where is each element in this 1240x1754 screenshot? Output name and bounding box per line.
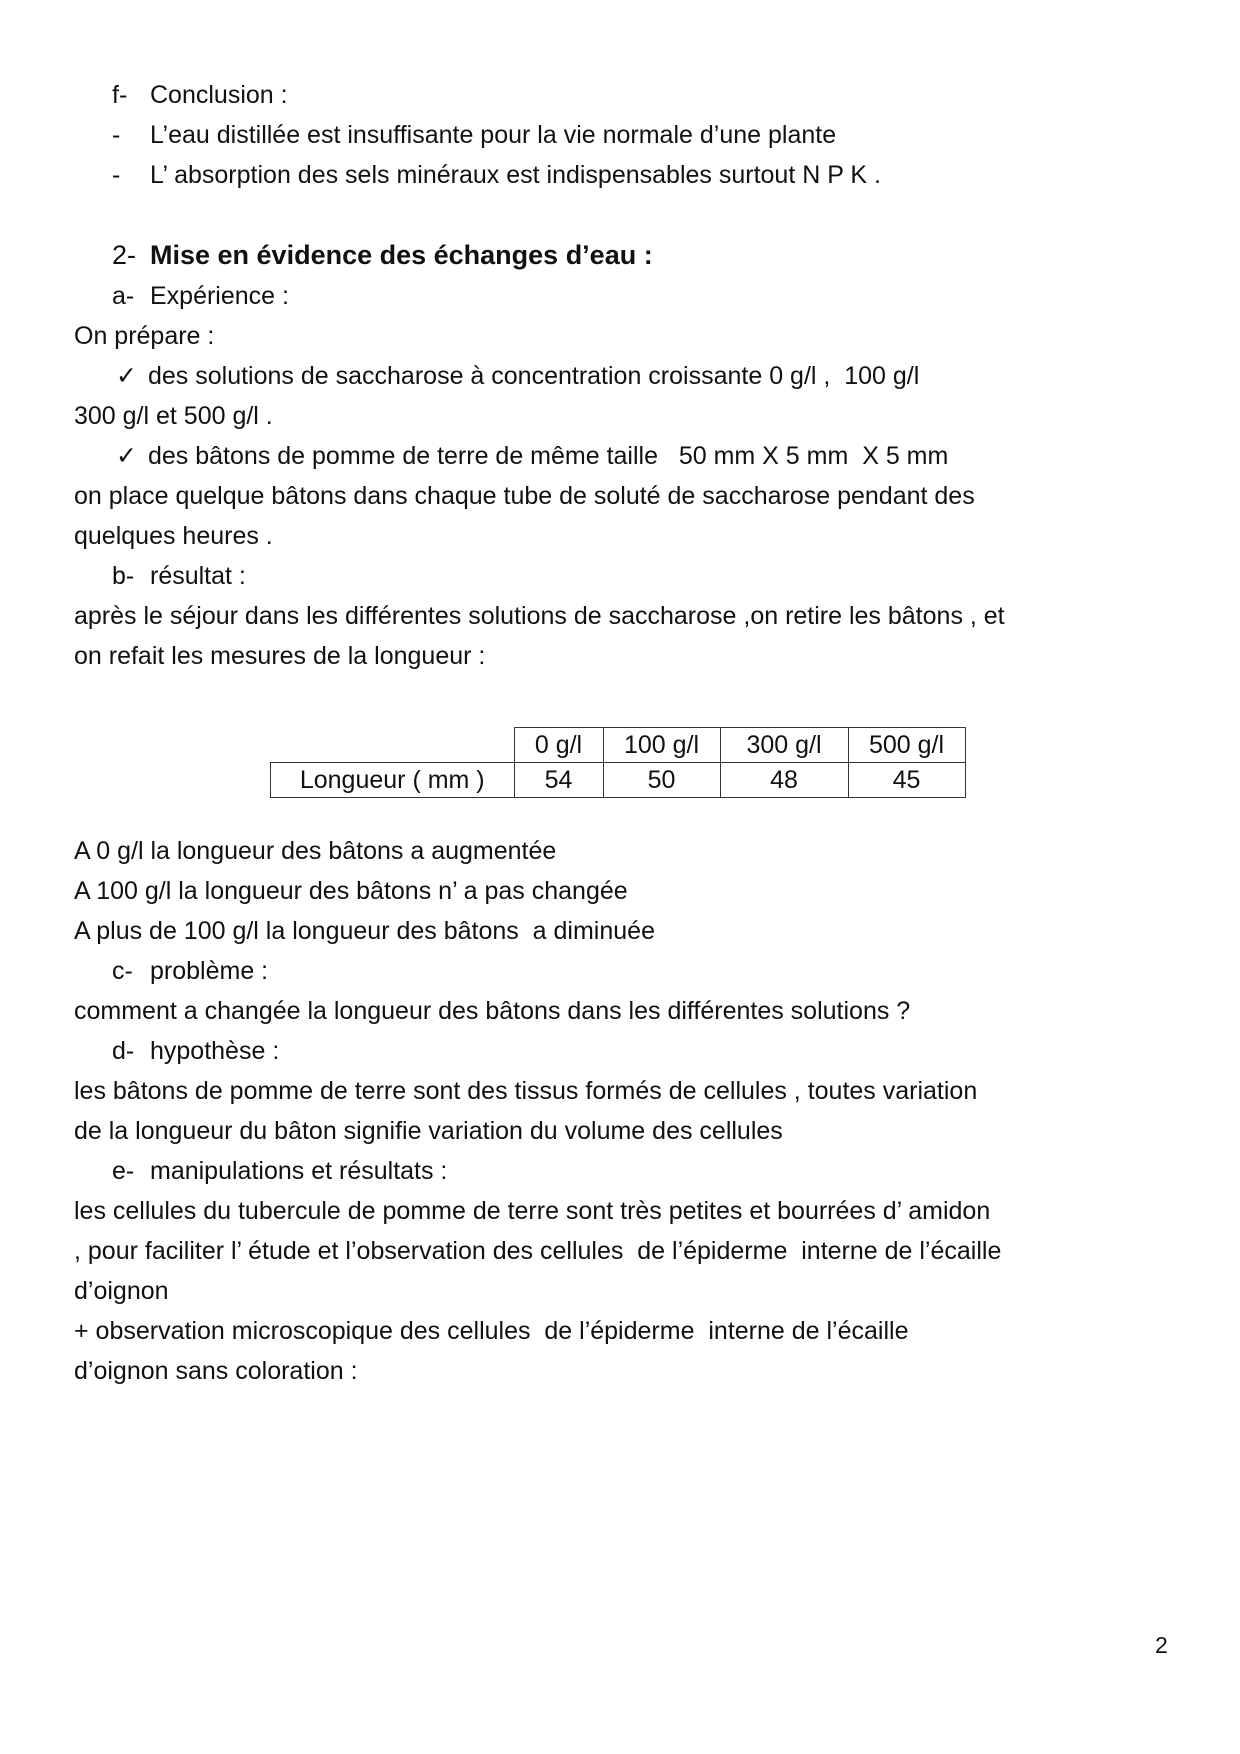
- hypothese-paragraph: de la longueur du bâton signifie variation du volume des cellules: [74, 1117, 783, 1145]
- table-header-cell: 100 g/l: [603, 728, 720, 763]
- section-2-marker: 2-: [112, 240, 137, 270]
- conclusion-item: [112, 160, 881, 190]
- resultat-heading: [112, 561, 246, 591]
- experience-title: Expérience :: [150, 282, 289, 310]
- conclusion-item-text: L’eau distillée est insuffisante pour la vie normale d’une plante: [150, 121, 837, 149]
- section-2-title: Mise en évidence des échanges d’eau :: [150, 240, 653, 270]
- section-2-heading: [112, 240, 653, 270]
- resultat-marker: b-: [112, 562, 135, 590]
- manipulations-paragraph: d’oignon sans coloration :: [74, 1357, 358, 1385]
- resultat-title: résultat :: [150, 562, 246, 590]
- probleme-marker: c-: [112, 957, 133, 985]
- manipulations-paragraph: , pour faciliter l’ étude et l’observation des cellules de l’épiderme interne de l’écaille: [74, 1237, 1002, 1265]
- experience-intro: On prépare :: [74, 322, 215, 350]
- checkmark-icon: ✓: [116, 362, 137, 390]
- manipulations-paragraph: d’oignon: [74, 1277, 169, 1305]
- table-header-cell: 0 g/l: [514, 728, 603, 763]
- table-cell: 50: [603, 763, 720, 798]
- experience-item-2: [116, 441, 948, 471]
- bullet-dash: -: [112, 161, 121, 189]
- checkmark-icon: ✓: [116, 442, 137, 470]
- hypothese-heading: [112, 1036, 279, 1066]
- page-number: 2: [1155, 1632, 1168, 1658]
- conclusion-marker: f-: [112, 81, 128, 109]
- conclusion-heading: [112, 80, 288, 110]
- probleme-text: comment a changée la longueur des bâtons dans les différentes solutions ?: [74, 997, 911, 1025]
- experience-item-2-text: des bâtons de pomme de terre de même taille 50 mm X 5 mm X 5 mm: [148, 442, 949, 470]
- table-row: [271, 763, 966, 798]
- experience-item-1: [116, 361, 919, 391]
- probleme-title: problème :: [150, 957, 269, 985]
- observation-line: A plus de 100 g/l la longueur des bâtons a diminuée: [74, 917, 655, 945]
- table-cell: 54: [514, 763, 603, 798]
- experience-item-1-text: des solutions de saccharose à concentration croissante 0 g/l , 100 g/l: [148, 362, 920, 390]
- observation-line: A 0 g/l la longueur des bâtons a augmentée: [74, 837, 557, 865]
- hypothese-marker: d-: [112, 1037, 135, 1065]
- table-row-label: Longueur ( mm ): [271, 763, 515, 798]
- experience-heading: [112, 281, 289, 311]
- experience-paragraph: quelques heures .: [74, 522, 273, 550]
- table-header-cell: 300 g/l: [720, 728, 848, 763]
- manipulations-heading: [112, 1156, 447, 1186]
- manipulations-marker: e-: [112, 1157, 135, 1185]
- table-cell: 45: [848, 763, 965, 798]
- probleme-heading: [112, 956, 268, 986]
- bullet-dash: -: [112, 121, 121, 149]
- observation-line: A 100 g/l la longueur des bâtons n’ a pas changée: [74, 877, 628, 905]
- table-header-cell: 500 g/l: [848, 728, 965, 763]
- manipulations-paragraph: les cellules du tubercule de pomme de terre sont très petites et bourrées d’ amidon: [74, 1197, 991, 1225]
- hypothese-title: hypothèse :: [150, 1037, 280, 1065]
- conclusion-item: [112, 120, 836, 150]
- resultat-paragraph: après le séjour dans les différentes solutions de saccharose ,on retire les bâtons , et: [74, 602, 1005, 630]
- hypothese-paragraph: les bâtons de pomme de terre sont des tissus formés de cellules , toutes variation: [74, 1077, 978, 1105]
- conclusion-title: Conclusion :: [150, 81, 288, 109]
- experience-paragraph: on place quelque bâtons dans chaque tube de soluté de saccharose pendant des: [74, 482, 975, 510]
- experience-item-1-cont: 300 g/l et 500 g/l .: [74, 402, 273, 430]
- table-corner-cell: [271, 728, 515, 763]
- manipulations-title: manipulations et résultats :: [150, 1157, 448, 1185]
- table-cell: 48: [720, 763, 848, 798]
- manipulations-paragraph: + observation microscopique des cellules de l’épiderme interne de l’écaille: [74, 1317, 909, 1345]
- results-table: [270, 727, 966, 798]
- conclusion-item-text: L’ absorption des sels minéraux est indispensables surtout N P K .: [150, 161, 881, 189]
- resultat-paragraph: on refait les mesures de la longueur :: [74, 642, 486, 670]
- experience-marker: a-: [112, 282, 135, 310]
- table-header-row: [271, 728, 966, 763]
